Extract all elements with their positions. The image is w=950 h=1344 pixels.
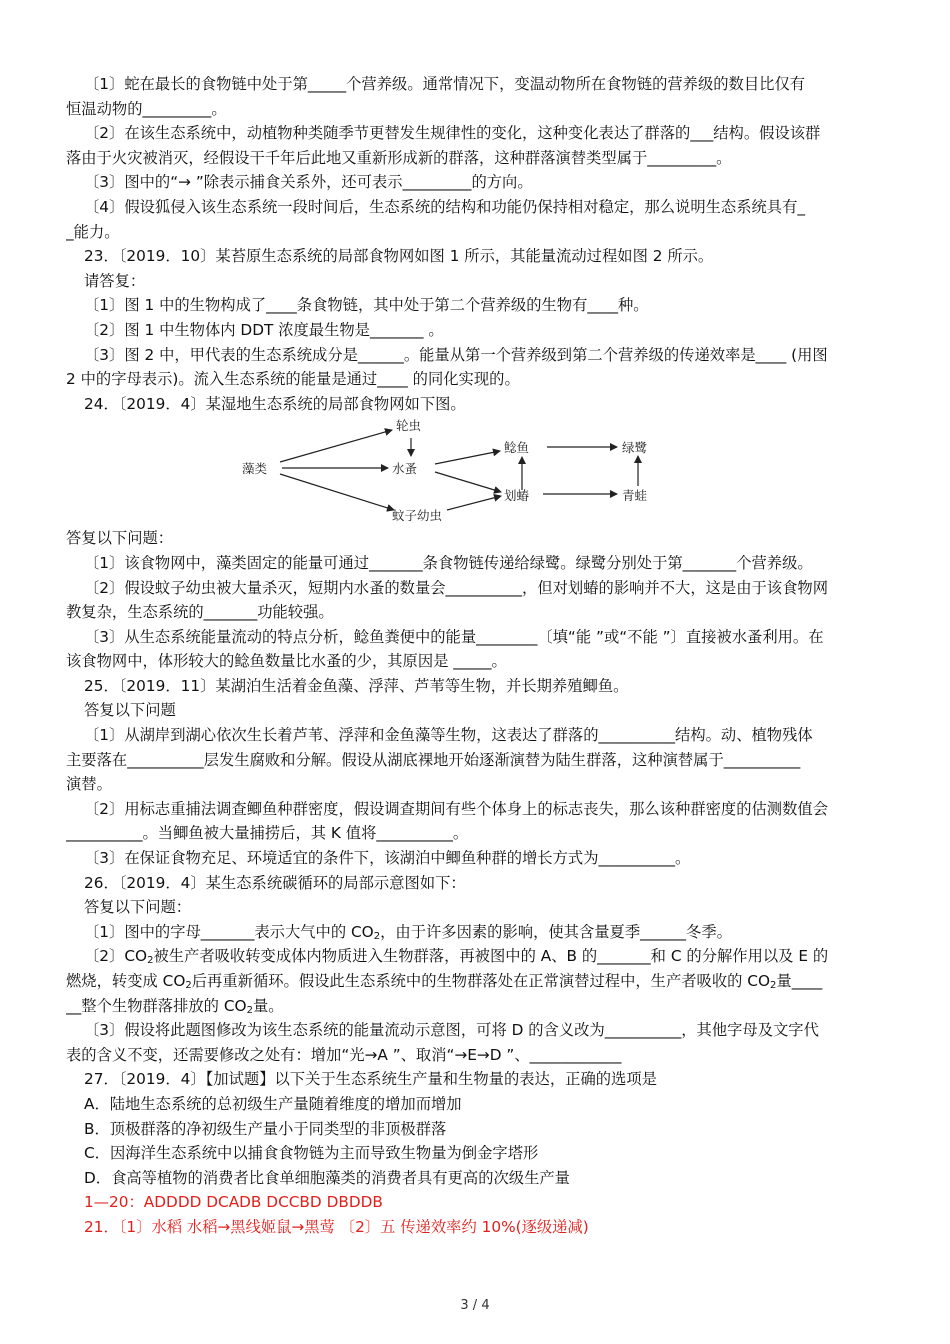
q24-line-7: 该食物网中，体形较大的鲶鱼数量比水蚤的少，其原因是 _____。: [66, 652, 507, 671]
q23-heading: 23．〔2019．10〕某苔原生态系统的局部食物网如图 1 所示，其能量流动过程如图 2 所示。: [84, 247, 714, 266]
q23-line-5: 〔3〕图 2 中，甲代表的生态系统成分是______。能量从第一个营养级到第二个营养级的传递效率是____ (用图: [84, 345, 828, 364]
q25-line-8: 〔3〕在保证食物充足、环境适宜的条件下，该湖泊中鲫鱼种群的增长方式为__________。: [84, 849, 691, 868]
q25-prompt: 答复以下问题: [84, 701, 176, 720]
q23-prompt: 请答复：: [84, 271, 146, 290]
edge-daphnia-catfish: [435, 451, 500, 464]
node-rotifer: 轮虫: [396, 418, 422, 434]
q25-heading: 25．〔2019．11〕某湖泊生活着金鱼藻、浮萍、芦苇等生物，并长期养殖鲫鱼。: [84, 676, 629, 695]
q24-heading: 24．〔2019．4〕某湿地生态系统的局部食物网如下图。: [84, 394, 466, 413]
food-web-svg: [242, 416, 702, 526]
q23-line-3: 〔1〕图 1 中的生物构成了____条食物链，其中处于第二个营养级的生物有____种。: [84, 296, 649, 315]
node-frog: 青蛙: [622, 488, 648, 504]
document-body: [66, 72, 884, 1240]
q23-line-4: 〔2〕图 1 中生物体内 DDT 浓度最生物是_______ 。: [84, 320, 444, 339]
page-number: 3 / 4: [460, 1298, 490, 1313]
q22-line-5: 〔3〕图中的“→ ”除表示捕食关系外，还可表示_________的方向。: [84, 173, 533, 192]
q22-line-3: 〔2〕在该生态系统中，动植物种类随季节更替发生规律性的变化，这种变化表达了群落的___结构。假设该群: [84, 124, 821, 143]
answer-key-line-1: 1—20：ADDDD DCADB DCCBD DBDDB: [84, 1193, 383, 1212]
edge-daphnia-waterboatman: [435, 472, 501, 492]
q22-line-4: 落由于火灾被消灭，经假设干千年后此地又重新形成新的群落，这种群落演替类型属于_________。: [66, 148, 732, 167]
edge-algae-mosquito: [280, 474, 394, 510]
q27-option-d: D．食高等植物的消费者比食单细胞藻类的消费者具有更高的次级生产量: [84, 1168, 570, 1187]
q27-option-c: C．因海洋生态系统中以捕食食物链为主而导致生物量为倒金字塔形: [84, 1144, 539, 1163]
q25-line-6: 〔2〕用标志重捕法调查鲫鱼种群密度，假设调查期间有些个体身上的标志丧失，那么该种群密度的估测数值会: [84, 799, 828, 818]
node-water-boatman: 划蝽: [504, 488, 530, 504]
q24-line-6: 〔3〕从生态系统能量流动的特点分析，鲶鱼粪便中的能量________〔填“能 ”或“不能 ”〕直接被水蚤利用。在: [84, 627, 824, 646]
q26-line-3: 〔1〕图中的字母_______表示大气中的 $CO_2$，由于许多因素的影响，使其含量夏季______冬季。: [84, 922, 732, 942]
edge-algae-rotifer: [280, 430, 392, 462]
node-algae: 藻类: [242, 461, 268, 477]
q27-option-b: B．顶极群落的净初级生产量小于同类型的非顶极群落: [84, 1119, 447, 1138]
q25-line-7: __________。当鲫鱼被大量捕捞后，其 K 值将__________。: [66, 824, 469, 843]
q26-line-4: 〔2〕$CO_2$被生产者吸收转变成体内物质进入生物群落，再被图中的 A、B 的_______和 C 的分解作用以及 E 的: [84, 947, 829, 967]
food-web-diagram: [66, 416, 884, 526]
node-heron: 绿鹭: [622, 440, 648, 456]
q24-line-4: 〔2〕假设蚊子幼虫被大量杀灭，短期内水蚤的数量会__________，但对划蝽的影响并不大，这是由于该食物网: [84, 578, 828, 597]
node-catfish: 鲶鱼: [504, 440, 530, 456]
q26-prompt: 答复以下问题：: [84, 898, 192, 917]
q26-line-8: 表的含义不变，还需要修改之处有：增加“光→A ”、取消“→E→D ”、____________: [66, 1045, 622, 1064]
node-daphnia: 水蚤: [392, 461, 418, 477]
q27-stem: 27．〔2019．4〕【加试题】以下关于生态系统生产量和生物量的表达，正确的选项是: [84, 1070, 657, 1089]
q25-line-3: 〔1〕从湖岸到湖心依次生长着芦苇、浮萍和金鱼藻等生物，这表达了群落的__________结构。动、植物残体: [84, 726, 813, 745]
q27-option-a: A．陆地生态系统的总初级生产量随着维度的增加而增加: [84, 1094, 462, 1113]
node-mosquito-larva: 蚊子幼虫: [392, 508, 443, 524]
q24-line-3: 〔1〕该食物网中，藻类固定的能量可通过_______条食物链传递给绿鹭。绿鹭分别处于第_______个营养级。: [84, 553, 813, 572]
q22-line-1: 〔1〕蛇在最长的食物链中处于第_____个营养级。通常情况下，变温动物所在食物链的营养级的数目比仅有: [84, 75, 806, 93]
q23-line-6: 2 中的字母表示)。流入生态系统的能量是通过____ 的同化实现的。: [66, 370, 520, 389]
q26-line-6: __整个生物群落排放的 $CO_2$量。: [66, 996, 284, 1016]
answer-key-line-2: 21．〔1〕水稻 水稻→黑线姬鼠→黑莺 〔2〕五 传递效率约 10%(逐级递减): [84, 1217, 589, 1236]
q25-line-5: 演替。: [66, 775, 112, 794]
edge-mosquito-waterboatman: [447, 496, 501, 510]
q22-line-7: _能力。: [66, 222, 120, 241]
q26-heading: 26．〔2019．4〕某生态系统碳循环的局部示意图如下：: [84, 873, 466, 892]
q22-line-6: 〔4〕假设狐侵入该生态系统一段时间后，生态系统的结构和功能仍保持相对稳定，那么说明生态系统具有_: [84, 197, 806, 216]
q26-line-7: 〔3〕假设将此题图修改为该生态系统的能量流动示意图，可将 D 的含义改为__________，其他字母及文字代: [84, 1021, 819, 1040]
q24-prompt: 答复以下问题：: [66, 529, 174, 548]
q22-line-2: 恒温动物的_________。: [66, 99, 227, 118]
q24-line-5: 教复杂，生态系统的_______功能较强。: [66, 603, 334, 622]
q26-line-5: 燃烧，转变成 $CO_2$后再重新循环。假设此生态系统中的生物群落处在正常演替过程中，生产者吸收的 $CO_2$量____: [66, 972, 823, 991]
q25-line-4: 主要落在__________层发生腐败和分解。假设从湖底裸地开始逐渐演替为陆生群落，这种演替属于__________: [66, 750, 801, 769]
